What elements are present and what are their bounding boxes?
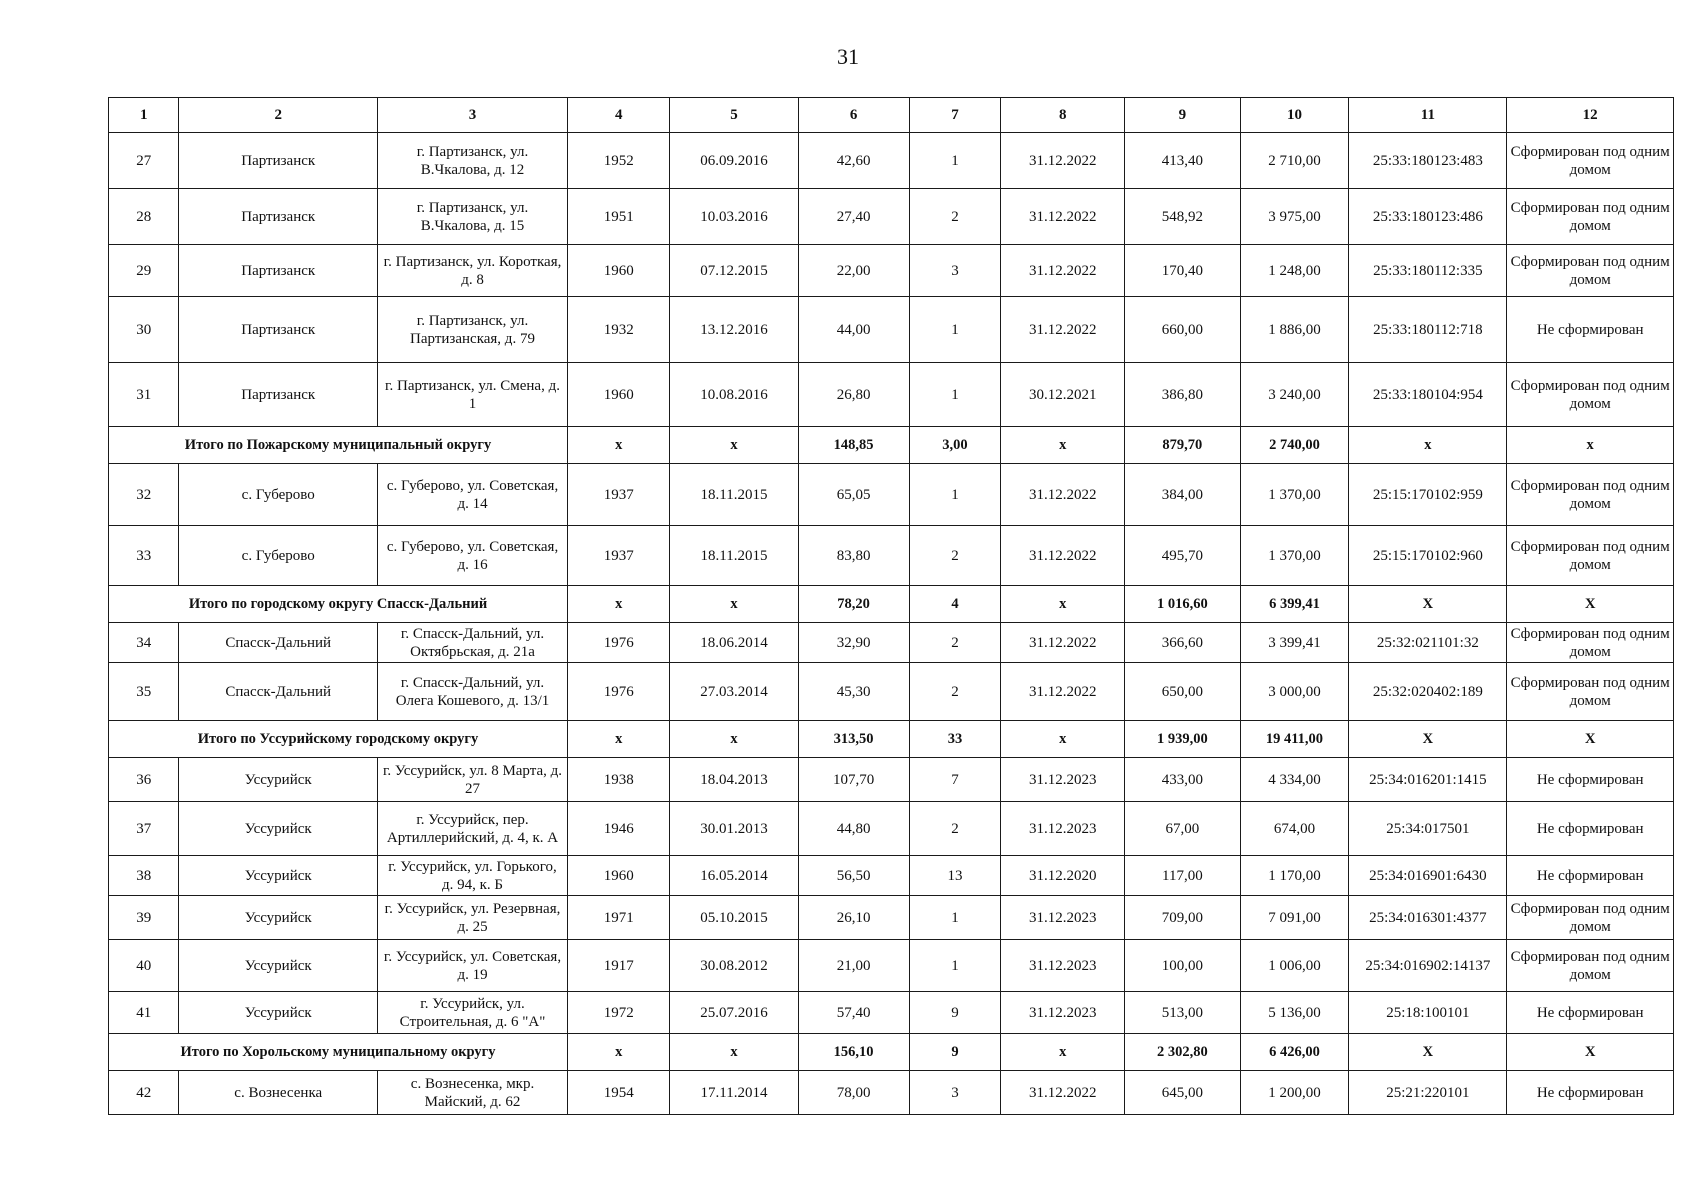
table-cell: 1 370,00 — [1240, 526, 1349, 586]
table-cell: 1 200,00 — [1240, 1071, 1349, 1115]
table-cell: 25:33:180104:954 — [1349, 363, 1507, 427]
table-row — [109, 133, 1674, 189]
table-cell: 30 — [109, 297, 179, 363]
table-cell: 1972 — [568, 992, 670, 1034]
subtotal-cell: 4 — [909, 586, 1001, 623]
subtotal-cell: х — [670, 427, 798, 464]
table-cell: 30.01.2013 — [670, 802, 798, 856]
table-row — [109, 526, 1674, 586]
table-cell: 1 — [909, 363, 1001, 427]
table-row — [109, 758, 1674, 802]
table-cell: 1954 — [568, 1071, 670, 1115]
table-cell: с. Вознесенка, мкр. Майский, д. 62 — [378, 1071, 568, 1115]
table-cell: Партизанск — [179, 245, 378, 297]
table-cell: 13.12.2016 — [670, 297, 798, 363]
table-row — [109, 940, 1674, 992]
subtotal-cell: X — [1507, 586, 1674, 623]
table-cell: Не сформирован — [1507, 758, 1674, 802]
table-cell: Спасск-Дальний — [179, 663, 378, 721]
subtotal-cell: X — [1507, 1034, 1674, 1071]
table-cell: 25:15:170102:960 — [1349, 526, 1507, 586]
table-cell: 21,00 — [798, 940, 909, 992]
table-cell: 1 — [909, 297, 1001, 363]
subtotal-cell: х — [568, 427, 670, 464]
table-cell: 1917 — [568, 940, 670, 992]
subtotal-cell: х — [1001, 427, 1125, 464]
column-header: 6 — [798, 98, 909, 133]
subtotal-cell: 19 411,00 — [1240, 721, 1349, 758]
subtotal-cell: х — [1507, 427, 1674, 464]
table-cell: 18.06.2014 — [670, 623, 798, 663]
subtotal-cell: 6 426,00 — [1240, 1034, 1349, 1071]
table-cell: Сформирован под одним домом — [1507, 133, 1674, 189]
table-cell: 2 — [909, 526, 1001, 586]
subtotal-label: Итого по городскому округу Спасск-Дальний — [109, 586, 568, 623]
subtotal-cell: х — [670, 586, 798, 623]
table-cell: Уссурийск — [179, 758, 378, 802]
table-cell: Сформирован под одним домом — [1507, 623, 1674, 663]
table-cell: г. Партизанск, ул. В.Чкалова, д. 15 — [378, 189, 568, 245]
table-cell: 1951 — [568, 189, 670, 245]
subtotal-cell: X — [1507, 721, 1674, 758]
table-cell: 33 — [109, 526, 179, 586]
column-header: 3 — [378, 98, 568, 133]
subtotal-cell: 156,10 — [798, 1034, 909, 1071]
table-cell: Не сформирован — [1507, 802, 1674, 856]
table-body — [109, 133, 1674, 1115]
table-cell: г. Уссурийск, ул. Советская, д. 19 — [378, 940, 568, 992]
table-cell: 83,80 — [798, 526, 909, 586]
table-row — [109, 1071, 1674, 1115]
table-cell: г. Уссурийск, ул. Горького, д. 94, к. Б — [378, 856, 568, 896]
table-cell: 25:15:170102:959 — [1349, 464, 1507, 526]
table-cell: 26,80 — [798, 363, 909, 427]
table-header — [109, 98, 1674, 133]
table-cell: 1 — [909, 940, 1001, 992]
table-cell: 1960 — [568, 245, 670, 297]
subtotal-cell: 33 — [909, 721, 1001, 758]
table-cell: Сформирован под одним домом — [1507, 189, 1674, 245]
table-row — [109, 297, 1674, 363]
table-cell: 3 240,00 — [1240, 363, 1349, 427]
subtotal-cell: х — [568, 1034, 670, 1071]
table-cell: 30.12.2021 — [1001, 363, 1125, 427]
table-cell: 27,40 — [798, 189, 909, 245]
table-cell: 25:33:180123:483 — [1349, 133, 1507, 189]
subtotal-cell: 148,85 — [798, 427, 909, 464]
header-row — [109, 98, 1674, 133]
table-cell: 44,00 — [798, 297, 909, 363]
table-cell: 25.07.2016 — [670, 992, 798, 1034]
table-cell: 650,00 — [1125, 663, 1240, 721]
table-cell: Сформирован под одним домом — [1507, 940, 1674, 992]
table-cell: Не сформирован — [1507, 856, 1674, 896]
table-cell: 05.10.2015 — [670, 896, 798, 940]
table-row — [109, 856, 1674, 896]
table-cell: 10.03.2016 — [670, 189, 798, 245]
table-cell: г. Уссурийск, ул. Резервная, д. 25 — [378, 896, 568, 940]
table-cell: 1960 — [568, 363, 670, 427]
table-cell: Не сформирован — [1507, 1071, 1674, 1115]
table-cell: 25:33:180112:335 — [1349, 245, 1507, 297]
table-cell: 366,60 — [1125, 623, 1240, 663]
table-cell: 1 370,00 — [1240, 464, 1349, 526]
table-cell: 25:18:100101 — [1349, 992, 1507, 1034]
table-cell: Сформирован под одним домом — [1507, 464, 1674, 526]
table-cell: 34 — [109, 623, 179, 663]
table-cell: 31.12.2022 — [1001, 133, 1125, 189]
table-cell: 1 — [909, 896, 1001, 940]
table-cell: г. Уссурийск, ул. 8 Марта, д. 27 — [378, 758, 568, 802]
table-cell: 67,00 — [1125, 802, 1240, 856]
table-cell: г. Партизанск, ул. Смена, д. 1 — [378, 363, 568, 427]
table-row — [109, 245, 1674, 297]
column-header: 8 — [1001, 98, 1125, 133]
table-cell: 1952 — [568, 133, 670, 189]
table-cell: 25:21:220101 — [1349, 1071, 1507, 1115]
table-cell: 3 399,41 — [1240, 623, 1349, 663]
subtotal-cell: X — [1349, 1034, 1507, 1071]
table-cell: с. Губерово — [179, 464, 378, 526]
table-cell: г. Спасск-Дальний, ул. Октябрьская, д. 21а — [378, 623, 568, 663]
table-cell: Сформирован под одним домом — [1507, 363, 1674, 427]
table-cell: г. Спасск-Дальний, ул. Олега Кошевого, д. 13/1 — [378, 663, 568, 721]
table-cell: Уссурийск — [179, 856, 378, 896]
table-cell: г. Партизанск, ул. Короткая, д. 8 — [378, 245, 568, 297]
table-cell: 31.12.2023 — [1001, 992, 1125, 1034]
subtotal-cell: х — [1001, 1034, 1125, 1071]
table-cell: 06.09.2016 — [670, 133, 798, 189]
subtotal-cell: 3,00 — [909, 427, 1001, 464]
table-row — [109, 896, 1674, 940]
table-cell: 117,00 — [1125, 856, 1240, 896]
table-cell: 31.12.2022 — [1001, 189, 1125, 245]
table-cell: 18.11.2015 — [670, 464, 798, 526]
column-header: 10 — [1240, 98, 1349, 133]
table-cell: 1 — [909, 133, 1001, 189]
subtotal-row — [109, 721, 1674, 758]
table-cell: г. Уссурийск, пер. Артиллерийский, д. 4, к. А — [378, 802, 568, 856]
table-cell: Не сформирован — [1507, 992, 1674, 1034]
table-cell: 170,40 — [1125, 245, 1240, 297]
table-cell: с. Губерово — [179, 526, 378, 586]
table-cell: 65,05 — [798, 464, 909, 526]
subtotal-cell: х — [670, 1034, 798, 1071]
table-cell: 1 886,00 — [1240, 297, 1349, 363]
table-cell: 25:34:016201:1415 — [1349, 758, 1507, 802]
table-cell: 1971 — [568, 896, 670, 940]
table-cell: 45,30 — [798, 663, 909, 721]
table-cell: 25:34:016301:4377 — [1349, 896, 1507, 940]
table-cell: 9 — [909, 992, 1001, 1034]
table-cell: 1 248,00 — [1240, 245, 1349, 297]
table-cell: 25:33:180123:486 — [1349, 189, 1507, 245]
subtotal-cell: х — [1001, 721, 1125, 758]
table-cell: 10.08.2016 — [670, 363, 798, 427]
table-cell: 56,50 — [798, 856, 909, 896]
subtotal-cell: х — [1001, 586, 1125, 623]
table-cell: 31.12.2022 — [1001, 1071, 1125, 1115]
table-cell: Сформирован под одним домом — [1507, 663, 1674, 721]
table-cell: 433,00 — [1125, 758, 1240, 802]
subtotal-row — [109, 586, 1674, 623]
subtotal-row — [109, 1034, 1674, 1071]
table-cell: 1 — [909, 464, 1001, 526]
table-cell: 17.11.2014 — [670, 1071, 798, 1115]
table-cell: 386,80 — [1125, 363, 1240, 427]
subtotal-cell: 1 016,60 — [1125, 586, 1240, 623]
column-header: 12 — [1507, 98, 1674, 133]
table-cell: Партизанск — [179, 189, 378, 245]
table-cell: 42 — [109, 1071, 179, 1115]
column-header: 2 — [179, 98, 378, 133]
table-cell: 39 — [109, 896, 179, 940]
table-cell: 31.12.2022 — [1001, 526, 1125, 586]
table-cell: 674,00 — [1240, 802, 1349, 856]
table-cell: 2 — [909, 663, 1001, 721]
table-cell: с. Вознесенка — [179, 1071, 378, 1115]
table-cell: Уссурийск — [179, 802, 378, 856]
table-cell: с. Губерово, ул. Советская, д. 14 — [378, 464, 568, 526]
table-cell: 32 — [109, 464, 179, 526]
table-cell: Сформирован под одним домом — [1507, 896, 1674, 940]
table-cell: 413,40 — [1125, 133, 1240, 189]
table-cell: 18.04.2013 — [670, 758, 798, 802]
column-header: 7 — [909, 98, 1001, 133]
table-cell: Уссурийск — [179, 992, 378, 1034]
table-cell: г. Партизанск, ул. Партизанская, д. 79 — [378, 297, 568, 363]
table-cell: 16.05.2014 — [670, 856, 798, 896]
table-cell: 18.11.2015 — [670, 526, 798, 586]
table-cell: 1932 — [568, 297, 670, 363]
table-cell: Уссурийск — [179, 896, 378, 940]
subtotal-cell: х — [568, 721, 670, 758]
table-cell: 25:32:021101:32 — [1349, 623, 1507, 663]
table-cell: 2 710,00 — [1240, 133, 1349, 189]
table-cell: 40 — [109, 940, 179, 992]
table-cell: 1960 — [568, 856, 670, 896]
table-cell: 2 — [909, 802, 1001, 856]
table-cell: 38 — [109, 856, 179, 896]
column-header: 1 — [109, 98, 179, 133]
table-cell: 5 136,00 — [1240, 992, 1349, 1034]
table-cell: с. Губерово, ул. Советская, д. 16 — [378, 526, 568, 586]
table-cell: 44,80 — [798, 802, 909, 856]
table-cell: 31.12.2023 — [1001, 940, 1125, 992]
table-cell: 4 334,00 — [1240, 758, 1349, 802]
table-cell: г. Уссурийск, ул. Строительная, д. 6 "А" — [378, 992, 568, 1034]
table-cell: 1946 — [568, 802, 670, 856]
table-row — [109, 464, 1674, 526]
table-row — [109, 623, 1674, 663]
table-cell: 25:32:020402:189 — [1349, 663, 1507, 721]
subtotal-cell: х — [1349, 427, 1507, 464]
subtotal-row — [109, 427, 1674, 464]
table-cell: 36 — [109, 758, 179, 802]
subtotal-cell: X — [1349, 721, 1507, 758]
table-cell: 2 — [909, 189, 1001, 245]
table-cell: 25:34:017501 — [1349, 802, 1507, 856]
table-cell: 31.12.2020 — [1001, 856, 1125, 896]
table-cell: 31.12.2022 — [1001, 464, 1125, 526]
subtotal-cell: х — [670, 721, 798, 758]
table-cell: 35 — [109, 663, 179, 721]
table-cell: Партизанск — [179, 363, 378, 427]
table-cell: Партизанск — [179, 133, 378, 189]
table-cell: 513,00 — [1125, 992, 1240, 1034]
table-cell: 32,90 — [798, 623, 909, 663]
subtotal-label: Итого по Хорольскому муниципальному округу — [109, 1034, 568, 1071]
table-cell: 3 — [909, 245, 1001, 297]
table-cell: 7 091,00 — [1240, 896, 1349, 940]
table-cell: 31.12.2023 — [1001, 758, 1125, 802]
table-cell: Уссурийск — [179, 940, 378, 992]
table-cell: 31 — [109, 363, 179, 427]
table-cell: 1976 — [568, 663, 670, 721]
table-cell: 22,00 — [798, 245, 909, 297]
table-cell: 1976 — [568, 623, 670, 663]
table-cell: 42,60 — [798, 133, 909, 189]
table-cell: 107,70 — [798, 758, 909, 802]
table-cell: 57,40 — [798, 992, 909, 1034]
table-cell: 1937 — [568, 526, 670, 586]
subtotal-cell: 9 — [909, 1034, 1001, 1071]
table-cell: 25:34:016902:14137 — [1349, 940, 1507, 992]
subtotal-cell: 879,70 — [1125, 427, 1240, 464]
housing-registry-table — [108, 97, 1674, 1115]
subtotal-cell: х — [568, 586, 670, 623]
table-cell: 1937 — [568, 464, 670, 526]
table-cell: 31.12.2022 — [1001, 245, 1125, 297]
table-cell: 3 — [909, 1071, 1001, 1115]
table-cell: Сформирован под одним домом — [1507, 245, 1674, 297]
table-cell: Не сформирован — [1507, 297, 1674, 363]
table-cell: 100,00 — [1125, 940, 1240, 992]
subtotal-cell: 78,20 — [798, 586, 909, 623]
table-cell: 3 975,00 — [1240, 189, 1349, 245]
table-cell: 1938 — [568, 758, 670, 802]
subtotal-cell: 2 740,00 — [1240, 427, 1349, 464]
table-cell: 548,92 — [1125, 189, 1240, 245]
table-cell: 495,70 — [1125, 526, 1240, 586]
table-cell: 26,10 — [798, 896, 909, 940]
table-cell: 1 170,00 — [1240, 856, 1349, 896]
table-cell: 384,00 — [1125, 464, 1240, 526]
table-cell: 13 — [909, 856, 1001, 896]
table-cell: 27.03.2014 — [670, 663, 798, 721]
subtotal-cell: 2 302,80 — [1125, 1034, 1240, 1071]
table-cell: 41 — [109, 992, 179, 1034]
page-number: 31 — [837, 44, 859, 69]
subtotal-label: Итого по Уссурийскому городскому округу — [109, 721, 568, 758]
table-cell: 1 006,00 — [1240, 940, 1349, 992]
column-header: 11 — [1349, 98, 1507, 133]
table-row — [109, 802, 1674, 856]
table-row — [109, 992, 1674, 1034]
table-cell: 31.12.2023 — [1001, 802, 1125, 856]
table-cell: 660,00 — [1125, 297, 1240, 363]
table-cell: 28 — [109, 189, 179, 245]
table-cell: 31.12.2022 — [1001, 623, 1125, 663]
subtotal-cell: 313,50 — [798, 721, 909, 758]
column-header: 4 — [568, 98, 670, 133]
table-cell: 31.12.2022 — [1001, 663, 1125, 721]
table-cell: 3 000,00 — [1240, 663, 1349, 721]
table-cell: г. Партизанск, ул. В.Чкалова, д. 12 — [378, 133, 568, 189]
subtotal-label: Итого по Пожарскому муниципальный округу — [109, 427, 568, 464]
subtotal-cell: X — [1349, 586, 1507, 623]
table-cell: 25:33:180112:718 — [1349, 297, 1507, 363]
subtotal-cell: 1 939,00 — [1125, 721, 1240, 758]
table-cell: Партизанск — [179, 297, 378, 363]
table-cell: 31.12.2023 — [1001, 896, 1125, 940]
table-cell: 37 — [109, 802, 179, 856]
table-cell: 2 — [909, 623, 1001, 663]
table-cell: 78,00 — [798, 1071, 909, 1115]
table-cell: 645,00 — [1125, 1071, 1240, 1115]
table-cell: 31.12.2022 — [1001, 297, 1125, 363]
column-header: 5 — [670, 98, 798, 133]
table-row — [109, 189, 1674, 245]
table-cell: Сформирован под одним домом — [1507, 526, 1674, 586]
table-cell: 25:34:016901:6430 — [1349, 856, 1507, 896]
subtotal-cell: 6 399,41 — [1240, 586, 1349, 623]
table-cell: 7 — [909, 758, 1001, 802]
table-row — [109, 363, 1674, 427]
table-cell: Спасск-Дальний — [179, 623, 378, 663]
table-cell: 07.12.2015 — [670, 245, 798, 297]
table-cell: 29 — [109, 245, 179, 297]
table-cell: 27 — [109, 133, 179, 189]
table-cell: 30.08.2012 — [670, 940, 798, 992]
table-row — [109, 663, 1674, 721]
column-header: 9 — [1125, 98, 1240, 133]
table-cell: 709,00 — [1125, 896, 1240, 940]
